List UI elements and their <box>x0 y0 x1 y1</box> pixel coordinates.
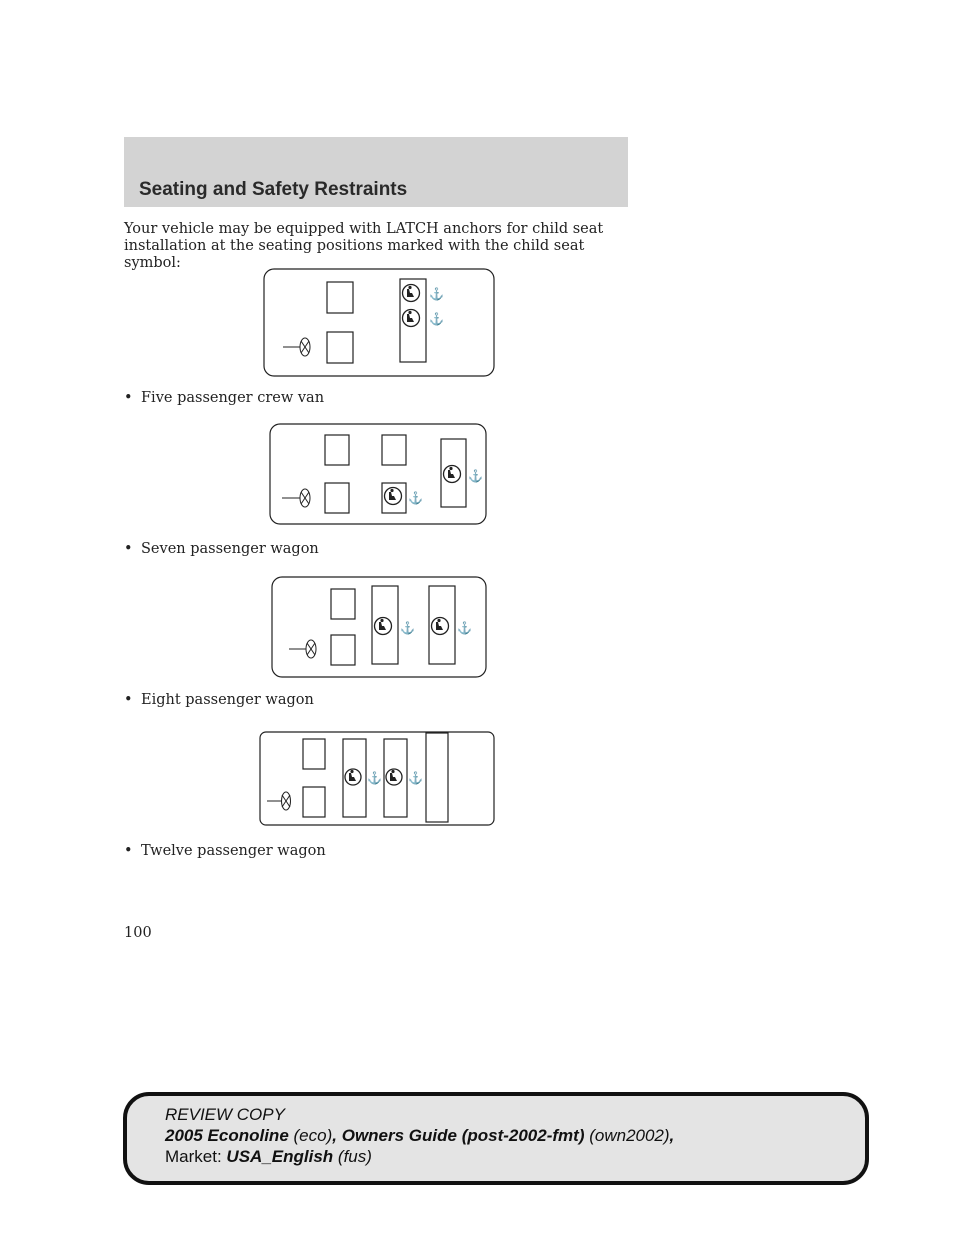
seating-diagram-eight-passenger <box>271 576 487 678</box>
page-number: 100 <box>124 925 152 941</box>
seat-bench-rear <box>426 733 448 822</box>
market-name: USA_English <box>226 1147 334 1166</box>
separator: , <box>332 1126 337 1145</box>
seating-diagram-twelve-passenger <box>259 731 495 826</box>
child-seat-icon <box>403 285 420 302</box>
separator: , <box>669 1126 675 1145</box>
caption-text: Five passenger crew van <box>141 390 325 406</box>
seat-second-row-right <box>382 435 406 465</box>
model-name: 2005 Econoline <box>165 1126 289 1145</box>
caption-text: Eight passenger wagon <box>141 692 314 708</box>
anchor-icon: ⚓ <box>408 771 423 785</box>
seat-front-passenger <box>325 435 349 465</box>
anchor-icon: ⚓ <box>468 469 483 483</box>
seat-driver <box>331 635 355 665</box>
seating-diagram-five-passenger <box>263 268 495 377</box>
anchor-icon: ⚓ <box>367 771 382 785</box>
child-seat-icon <box>444 466 461 483</box>
section-header <box>124 137 628 207</box>
caption-five-passenger <box>124 390 324 406</box>
seat-driver <box>327 332 353 363</box>
caption-twelve-passenger <box>124 843 326 859</box>
caption-text: Seven passenger wagon <box>141 541 319 557</box>
caption-seven-passenger <box>124 541 319 557</box>
footer-market-line <box>165 1146 674 1167</box>
child-seat-icon <box>386 769 402 785</box>
vehicle-outline <box>264 269 494 376</box>
guide-name: Owners Guide (post-2002-fmt) <box>341 1126 585 1145</box>
child-seat-icon <box>432 618 449 635</box>
seat-front-passenger <box>303 739 325 769</box>
seat-driver <box>325 483 349 513</box>
anchor-icon: ⚓ <box>400 621 415 635</box>
bullet-dot: • <box>124 390 133 406</box>
footer-text <box>165 1104 674 1167</box>
anchor-icon: ⚓ <box>457 621 472 635</box>
child-seat-icon <box>385 488 402 505</box>
bullet-dot: • <box>124 541 133 557</box>
seating-diagram-seven-passenger <box>269 423 487 525</box>
child-seat-icon <box>375 618 392 635</box>
market-code: (fus) <box>337 1147 372 1166</box>
child-seat-icon <box>403 310 420 327</box>
anchor-icon: ⚓ <box>429 287 444 301</box>
bullet-dot: • <box>124 692 133 708</box>
section-title: Seating and Safety Restraints <box>139 179 408 200</box>
seat-driver <box>303 787 325 817</box>
seat-front-passenger <box>331 589 355 619</box>
anchor-icon: ⚓ <box>429 312 444 326</box>
model-code: (eco) <box>293 1126 333 1145</box>
review-copy-label: REVIEW COPY <box>165 1105 285 1124</box>
bullet-dot: • <box>124 843 133 859</box>
anchor-icon: ⚓ <box>408 491 423 505</box>
caption-text: Twelve passenger wagon <box>141 843 326 859</box>
market-label: Market: <box>165 1147 222 1166</box>
intro-paragraph: Your vehicle may be equipped with LATCH anchors for child seat installation at the seating positions marked with the child seat symbol: <box>124 221 604 271</box>
seat-front-passenger <box>327 282 353 313</box>
child-seat-icon <box>345 769 361 785</box>
review-footer <box>123 1092 869 1185</box>
guide-code: (own2002) <box>589 1126 670 1145</box>
footer-model-line <box>165 1125 674 1146</box>
caption-eight-passenger <box>124 692 314 708</box>
